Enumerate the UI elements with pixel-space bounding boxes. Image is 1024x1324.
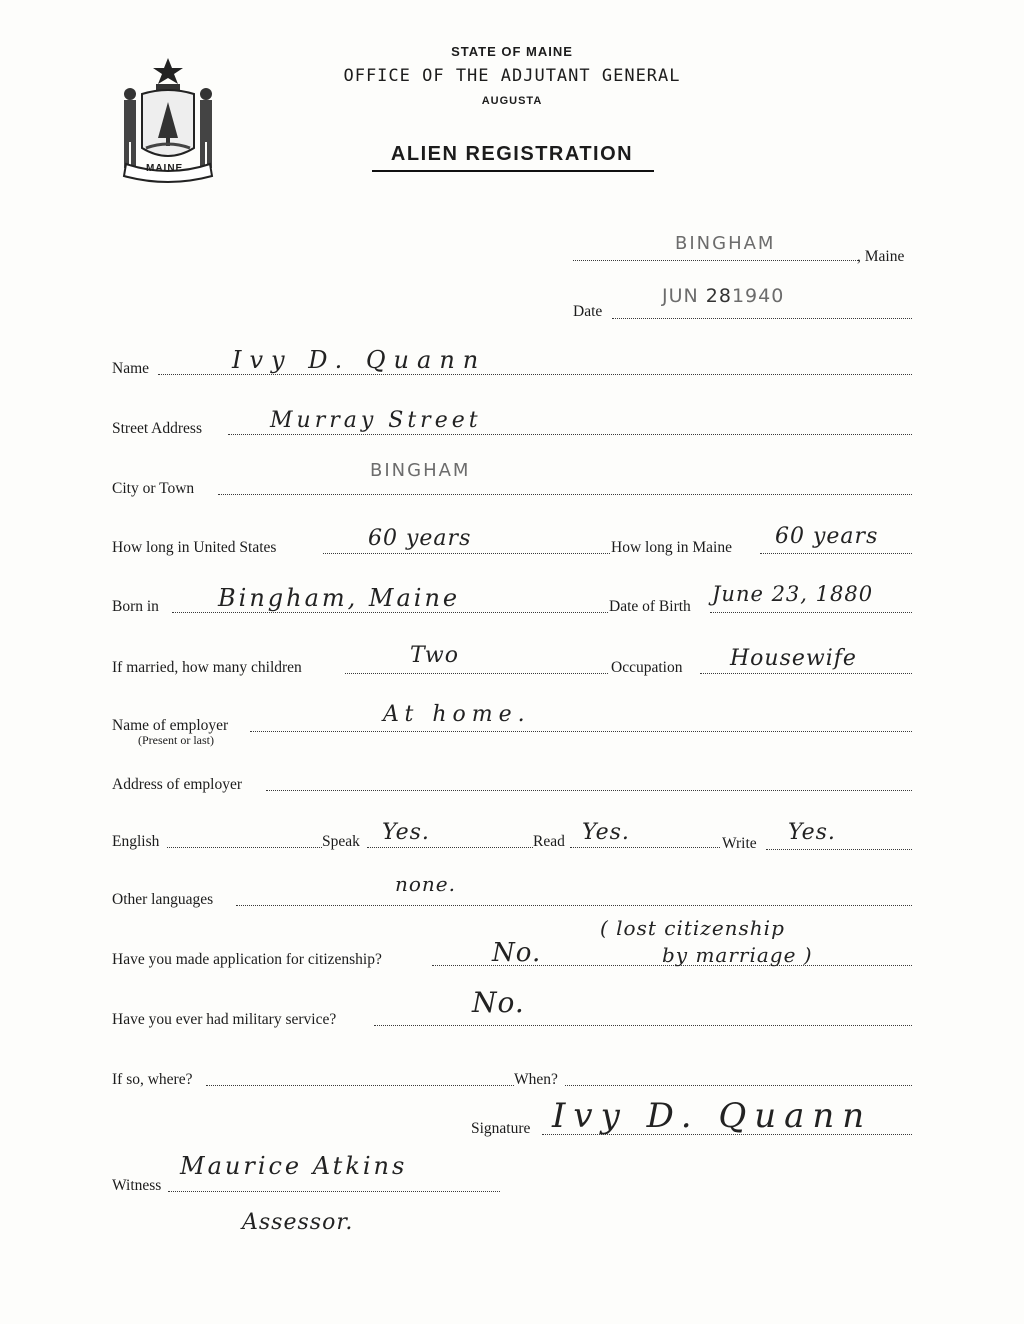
military-line [374,1025,912,1026]
witness-title: Assessor. [242,1210,354,1235]
city-heading: AUGUSTA [481,95,543,107]
witness-label: Witness [112,1177,162,1194]
other-languages-value: none. [395,872,456,896]
if-so-where-line [206,1085,514,1086]
how-long-maine-label: How long in Maine [611,539,732,556]
how-long-maine-line [760,553,912,554]
employer-label: Name of employer [112,717,229,734]
children-label: If married, how many children [112,659,302,676]
how-long-us-value: 60 years [368,526,472,551]
title-underline [372,170,654,172]
english-line [167,847,322,848]
when-line [565,1085,912,1086]
street-address-label: Street Address [112,420,202,437]
witness-line [168,1191,500,1192]
how-long-us-label: How long in United States [112,539,277,556]
speak-value: Yes. [382,820,430,845]
speak-label: Speak [322,833,360,850]
date-stamp [662,285,784,307]
location-line [573,260,858,261]
city-or-town-line [218,494,912,495]
occupation-value: Housewife [730,646,857,671]
military-label: Have you ever had military service? [112,1011,337,1028]
children-line [345,673,608,674]
date-stamp-year: 1940 [731,285,785,307]
employer-sublabel: (Present or last) [138,733,214,747]
read-label: Read [533,833,565,850]
other-languages-label: Other languages [112,891,214,908]
occupation-label: Occupation [611,659,683,676]
read-value: Yes. [582,820,630,845]
english-label: English [112,833,160,850]
citizenship-label: Have you made application for citizenship? [112,951,382,968]
speak-line [367,847,533,848]
seal-banner-text: MAINE [146,163,184,174]
if-so-where-label: If so, where? [112,1071,193,1088]
witness-value: Maurice Atkins [180,1152,408,1180]
other-languages-line [236,905,912,906]
born-in-label: Born in [112,598,159,615]
when-label: When? [514,1071,558,1088]
date-of-birth-value: June 23, 1880 [712,582,874,606]
write-label: Write [722,835,757,852]
date-label: Date [573,303,603,320]
date-of-birth-label: Date of Birth [609,598,691,615]
office-heading: OFFICE OF THE ADJUTANT GENERAL [343,66,681,86]
citizenship-note-line1: ( lost citizenship [600,916,785,940]
name-line [158,374,912,375]
date-of-birth-line [710,612,912,613]
signature-label: Signature [471,1120,531,1137]
employer-value: At home. [383,702,531,727]
employer-address-label: Address of employer [112,776,242,793]
city-or-town-stamp: BINGHAM [370,460,471,481]
date-line [612,318,912,319]
citizenship-value: No. [492,938,542,968]
occupation-line [700,673,912,674]
name-value: Ivy D. Quann [232,346,487,374]
born-in-line [172,612,608,613]
date-stamp-month: JUN [662,285,699,307]
how-long-maine-value: 60 years [775,524,879,549]
employer-address-line [266,790,912,791]
city-or-town-label: City or Town [112,480,195,497]
street-address-value: Murray Street [270,408,482,433]
born-in-value: Bingham, Maine [218,584,461,612]
location-stamp: BINGHAM [675,233,776,254]
maine-label: , Maine [857,248,905,265]
signature-value: Ivy D. Quann [552,1096,873,1136]
write-line [766,849,912,850]
read-line [570,847,720,848]
employer-line [250,731,912,732]
write-value: Yes. [788,820,836,845]
name-label: Name [112,360,150,377]
state-heading: STATE OF MAINE [451,44,573,59]
form-title: ALIEN REGISTRATION [390,143,634,165]
citizenship-note-line2: by marriage ) [662,943,813,967]
how-long-us-line [323,553,610,554]
date-stamp-day: 28 [705,285,732,307]
children-value: Two [410,643,459,668]
street-address-line [228,434,912,435]
military-value: No. [472,986,525,1019]
